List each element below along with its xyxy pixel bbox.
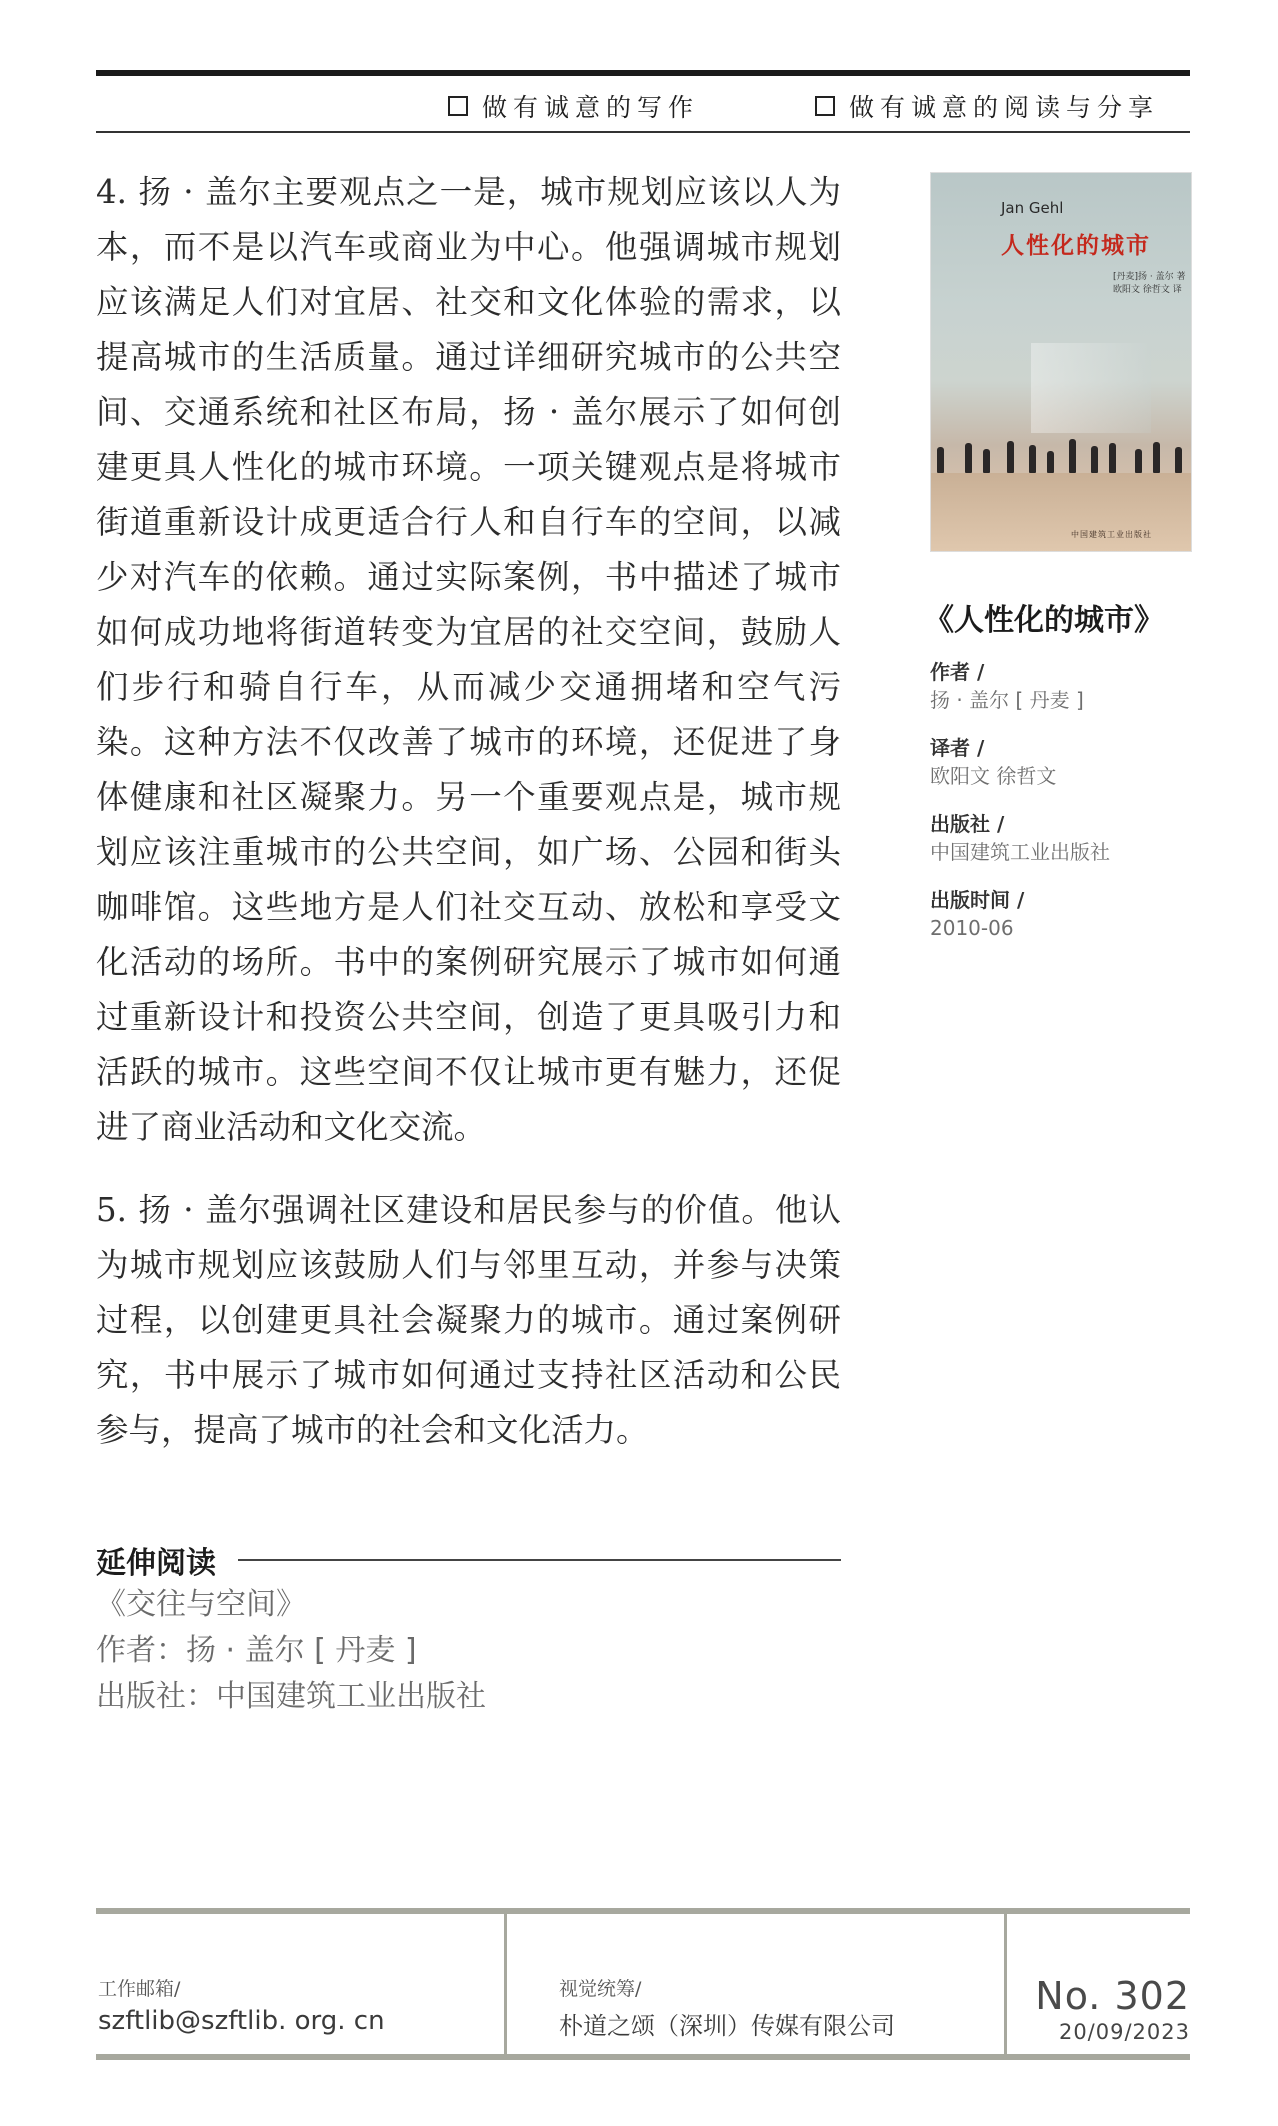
page-header [96,88,1190,122]
header-tag-writing-text: 做有诚意的写作 [482,93,700,122]
checkbox-square-icon [448,96,468,116]
design-value: 朴道之颂（深圳）传媒有限公司 [559,2012,895,2040]
cover-crowd [931,435,1192,473]
cover-credits: [丹麦]扬 · 盖尔 著 欧阳文 徐哲文 译 [1113,272,1186,295]
checkbox-square-icon [815,96,835,116]
header-tag-writing [448,88,699,124]
footer-rule-top [96,1908,1190,1914]
cover-buildings [1031,343,1151,433]
book-metadata [930,659,1192,943]
footer-rule-bottom [96,2054,1190,2060]
design-label: 视觉统筹/ [559,1978,642,2000]
header-tag-reading-text: 做有诚意的阅读与分享 [849,93,1160,122]
extended-reading-heading-text: 延伸阅读 [96,1546,216,1581]
issue-number: No. 302 [1035,1974,1190,2018]
cover-publisher: 中国建筑工业出版社 [1071,530,1152,539]
article-body [96,165,841,1458]
email-label: 工作邮箱/ [98,1978,181,2000]
translator-label: 译者 / [930,736,985,760]
extended-reading-heading [96,1538,841,1582]
footer-divider [1004,1908,1007,2060]
header-rule [96,131,1190,133]
publish-date-label: 出版时间 / [930,888,1025,912]
publisher-value: 中国建筑工业出版社 [930,840,1110,864]
book-title: 《人性化的城市》 [924,603,1164,638]
extended-reading [96,1538,841,1720]
cover-title: 人性化的城市 [1001,233,1151,259]
cover-author: Jan Gehl [1001,199,1064,217]
issue-date: 20/09/2023 [1058,2020,1190,2044]
email-link[interactable]: szftlib@szftlib. org. cn [98,2006,385,2036]
translator-value: 欧阳文 徐哲文 [930,764,1057,788]
extended-reading-publisher: 出版社：中国建筑工业出版社 [96,1679,486,1714]
book-info-panel [924,595,1192,963]
page-footer [96,1908,1190,2060]
footer-divider [504,1908,507,2060]
author-label: 作者 / [930,660,985,684]
header-tag-reading [815,88,1159,124]
article-paragraph-5: 5. 扬 · 盖尔强调社区建设和居民参与的价值。他认为城市规划应该鼓励人们与邻里互动，并参与决策过程，以创建更具社会凝聚力的城市。通过案例研究，书中展示了城市如何通过支持社区活动和公民参与，提高了城市的社会和文化活力。 [96,1191,841,1449]
top-rule [96,70,1190,76]
extended-reading-title: 《交往与空间》 [96,1587,306,1622]
extended-reading-author: 作者：扬 · 盖尔 [ 丹麦 ] [96,1633,417,1668]
publish-date-value: 2010-06 [930,916,1014,940]
extended-reading-divider [238,1559,841,1561]
author-value: 扬 · 盖尔 [ 丹麦 ] [930,688,1084,712]
publisher-label: 出版社 / [930,812,1005,836]
article-paragraph-4: 4. 扬 · 盖尔主要观点之一是，城市规划应该以人为本，而不是以汽车或商业为中心。他强调城市规划应该满足人们对宜居、社交和文化体验的需求，以提高城市的生活质量。通过详细研究城市的公共空间、交通系统和社区布局，扬 · 盖尔展示了如何创建更具人性化的城市环境。一项关键观点是将城市街道重新设计成更适合行人和自行车的空间，以减少对汽车的依赖。通过实际案例，书中描述了城市如何成功地将街道转变为宜居的社交空间，鼓励人们步行和骑自行车，从而减少交通拥堵和空气污染。这种方法不仅改善了城市的环境，还促进了身体健康和社区凝聚力。另一个重要观点是，城市规划应该注重城市的公共空间，如广场、公园和街头咖啡馆。这些地方是人们社交互动、放松和享受文化活动的场所。书中的案例研究展示了城市如何通过重新设计和投资公共空间，创造了更具吸引力和活跃的城市。这些空间不仅让城市更有魅力，还促进了商业活动和文化交流。 [96,173,841,1146]
book-cover-image [930,172,1192,552]
cover-ground [931,473,1192,552]
